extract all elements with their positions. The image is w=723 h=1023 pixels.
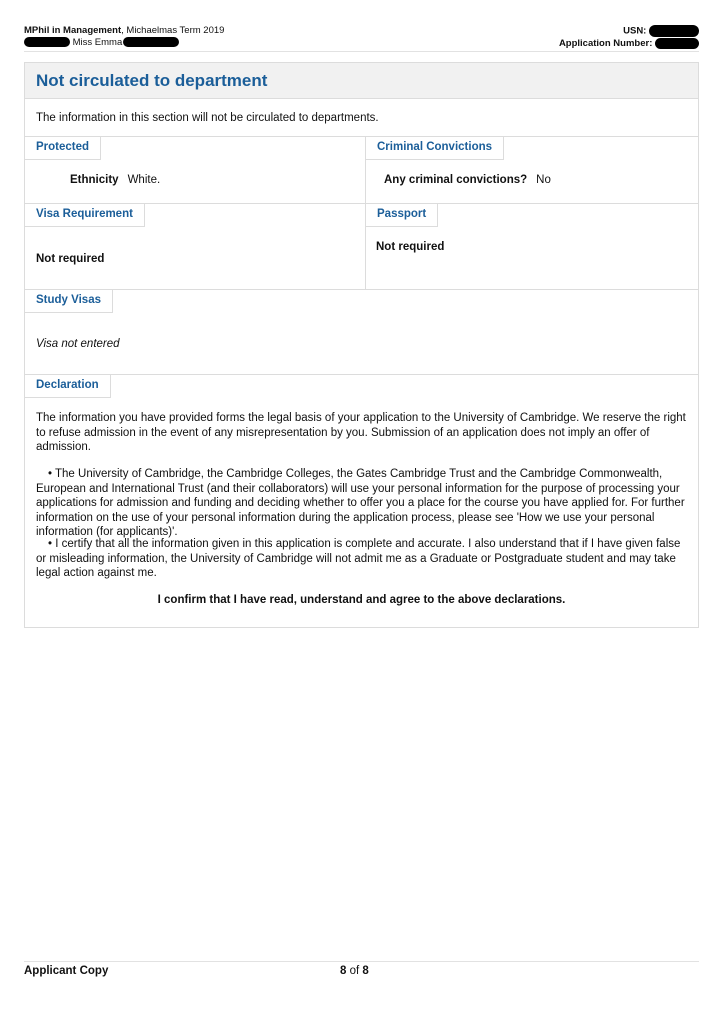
document-header-right bbox=[559, 25, 699, 50]
ethnicity-value: White. bbox=[127, 174, 161, 186]
declaration-confirmation: I confirm that I have read, understand and agree to the above declarations. bbox=[157, 594, 566, 606]
applicant-line bbox=[24, 37, 224, 49]
divider bbox=[25, 136, 698, 137]
document-header-left bbox=[24, 25, 224, 49]
redaction-mark bbox=[655, 38, 699, 49]
not-circulated-panel bbox=[24, 62, 699, 628]
total-pages: 8 bbox=[362, 965, 369, 977]
section-intro: The information in this section will not be circulated to departments. bbox=[36, 112, 379, 124]
tab-protected: Protected bbox=[25, 136, 101, 160]
redaction-mark bbox=[123, 37, 179, 47]
visa-requirement-value: Not required bbox=[36, 253, 105, 265]
term-text: , Michaelmas Term 2019 bbox=[121, 25, 225, 36]
page-indicator bbox=[340, 965, 369, 977]
programme-line bbox=[24, 25, 224, 37]
tab-study-visas: Study Visas bbox=[25, 289, 113, 313]
tab-visa-requirement: Visa Requirement bbox=[25, 203, 145, 227]
tab-criminal-convictions: Criminal Convictions bbox=[366, 136, 504, 160]
declaration-paragraph: The information you have provided forms the legal basis of your application to the University of Cambridge. We reserve the right to refuse admission in the event of any misrepresentation by you. Submission of an application does not imply an offer of admission. bbox=[36, 412, 686, 453]
panel-title-bar bbox=[25, 63, 698, 99]
usn-label: USN: bbox=[623, 25, 647, 37]
redaction-mark bbox=[24, 37, 70, 47]
declaration-bullet-certify: • I certify that all the information given in this application is complete and accurate. I also understand that if I have given false or misleading information, the University of Cambridge will not admit me as a Graduate or Postgraduate student and may take legal action against me. bbox=[36, 538, 681, 579]
criminal-convictions-field bbox=[384, 174, 551, 186]
applicant-copy-label: Applicant Copy bbox=[24, 965, 109, 977]
application-number-label: Application Number: bbox=[558, 37, 653, 49]
criminal-convictions-value: No bbox=[536, 174, 551, 186]
application-number-line bbox=[559, 38, 699, 50]
divider bbox=[25, 374, 698, 375]
header-divider bbox=[24, 51, 699, 52]
criminal-convictions-label: Any criminal convictions? bbox=[384, 174, 528, 186]
ethnicity-field bbox=[70, 174, 160, 186]
current-page: 8 bbox=[340, 965, 347, 977]
divider bbox=[25, 289, 698, 290]
section-title: Not circulated to department bbox=[36, 71, 268, 90]
passport-value: Not required bbox=[376, 241, 445, 253]
declaration-bullet-personal-info: • The University of Cambridge, the Cambridge Colleges, the Gates Cambridge Trust and the Cambridge Commonwealth, European and International Trust (and their collaborators) will use your personal information for the purpose of processing your applications for admission and funding and deciding whether to offer you a place for the course you have applied for. For further information on the use of your personal information during the application process, please see 'How we use your personal information (for applicants)'. bbox=[36, 468, 685, 538]
tab-declaration: Declaration bbox=[25, 374, 111, 398]
redaction-mark bbox=[649, 25, 699, 37]
study-visas-value: Visa not entered bbox=[36, 338, 120, 350]
programme-name: MPhil in Management bbox=[24, 25, 122, 36]
tab-passport: Passport bbox=[366, 203, 438, 227]
usn-line bbox=[559, 25, 699, 38]
footer-divider bbox=[24, 961, 699, 962]
ethnicity-label: Ethnicity bbox=[70, 174, 119, 186]
applicant-name: Miss Emma bbox=[72, 37, 123, 48]
page-of-text: of bbox=[349, 965, 360, 977]
